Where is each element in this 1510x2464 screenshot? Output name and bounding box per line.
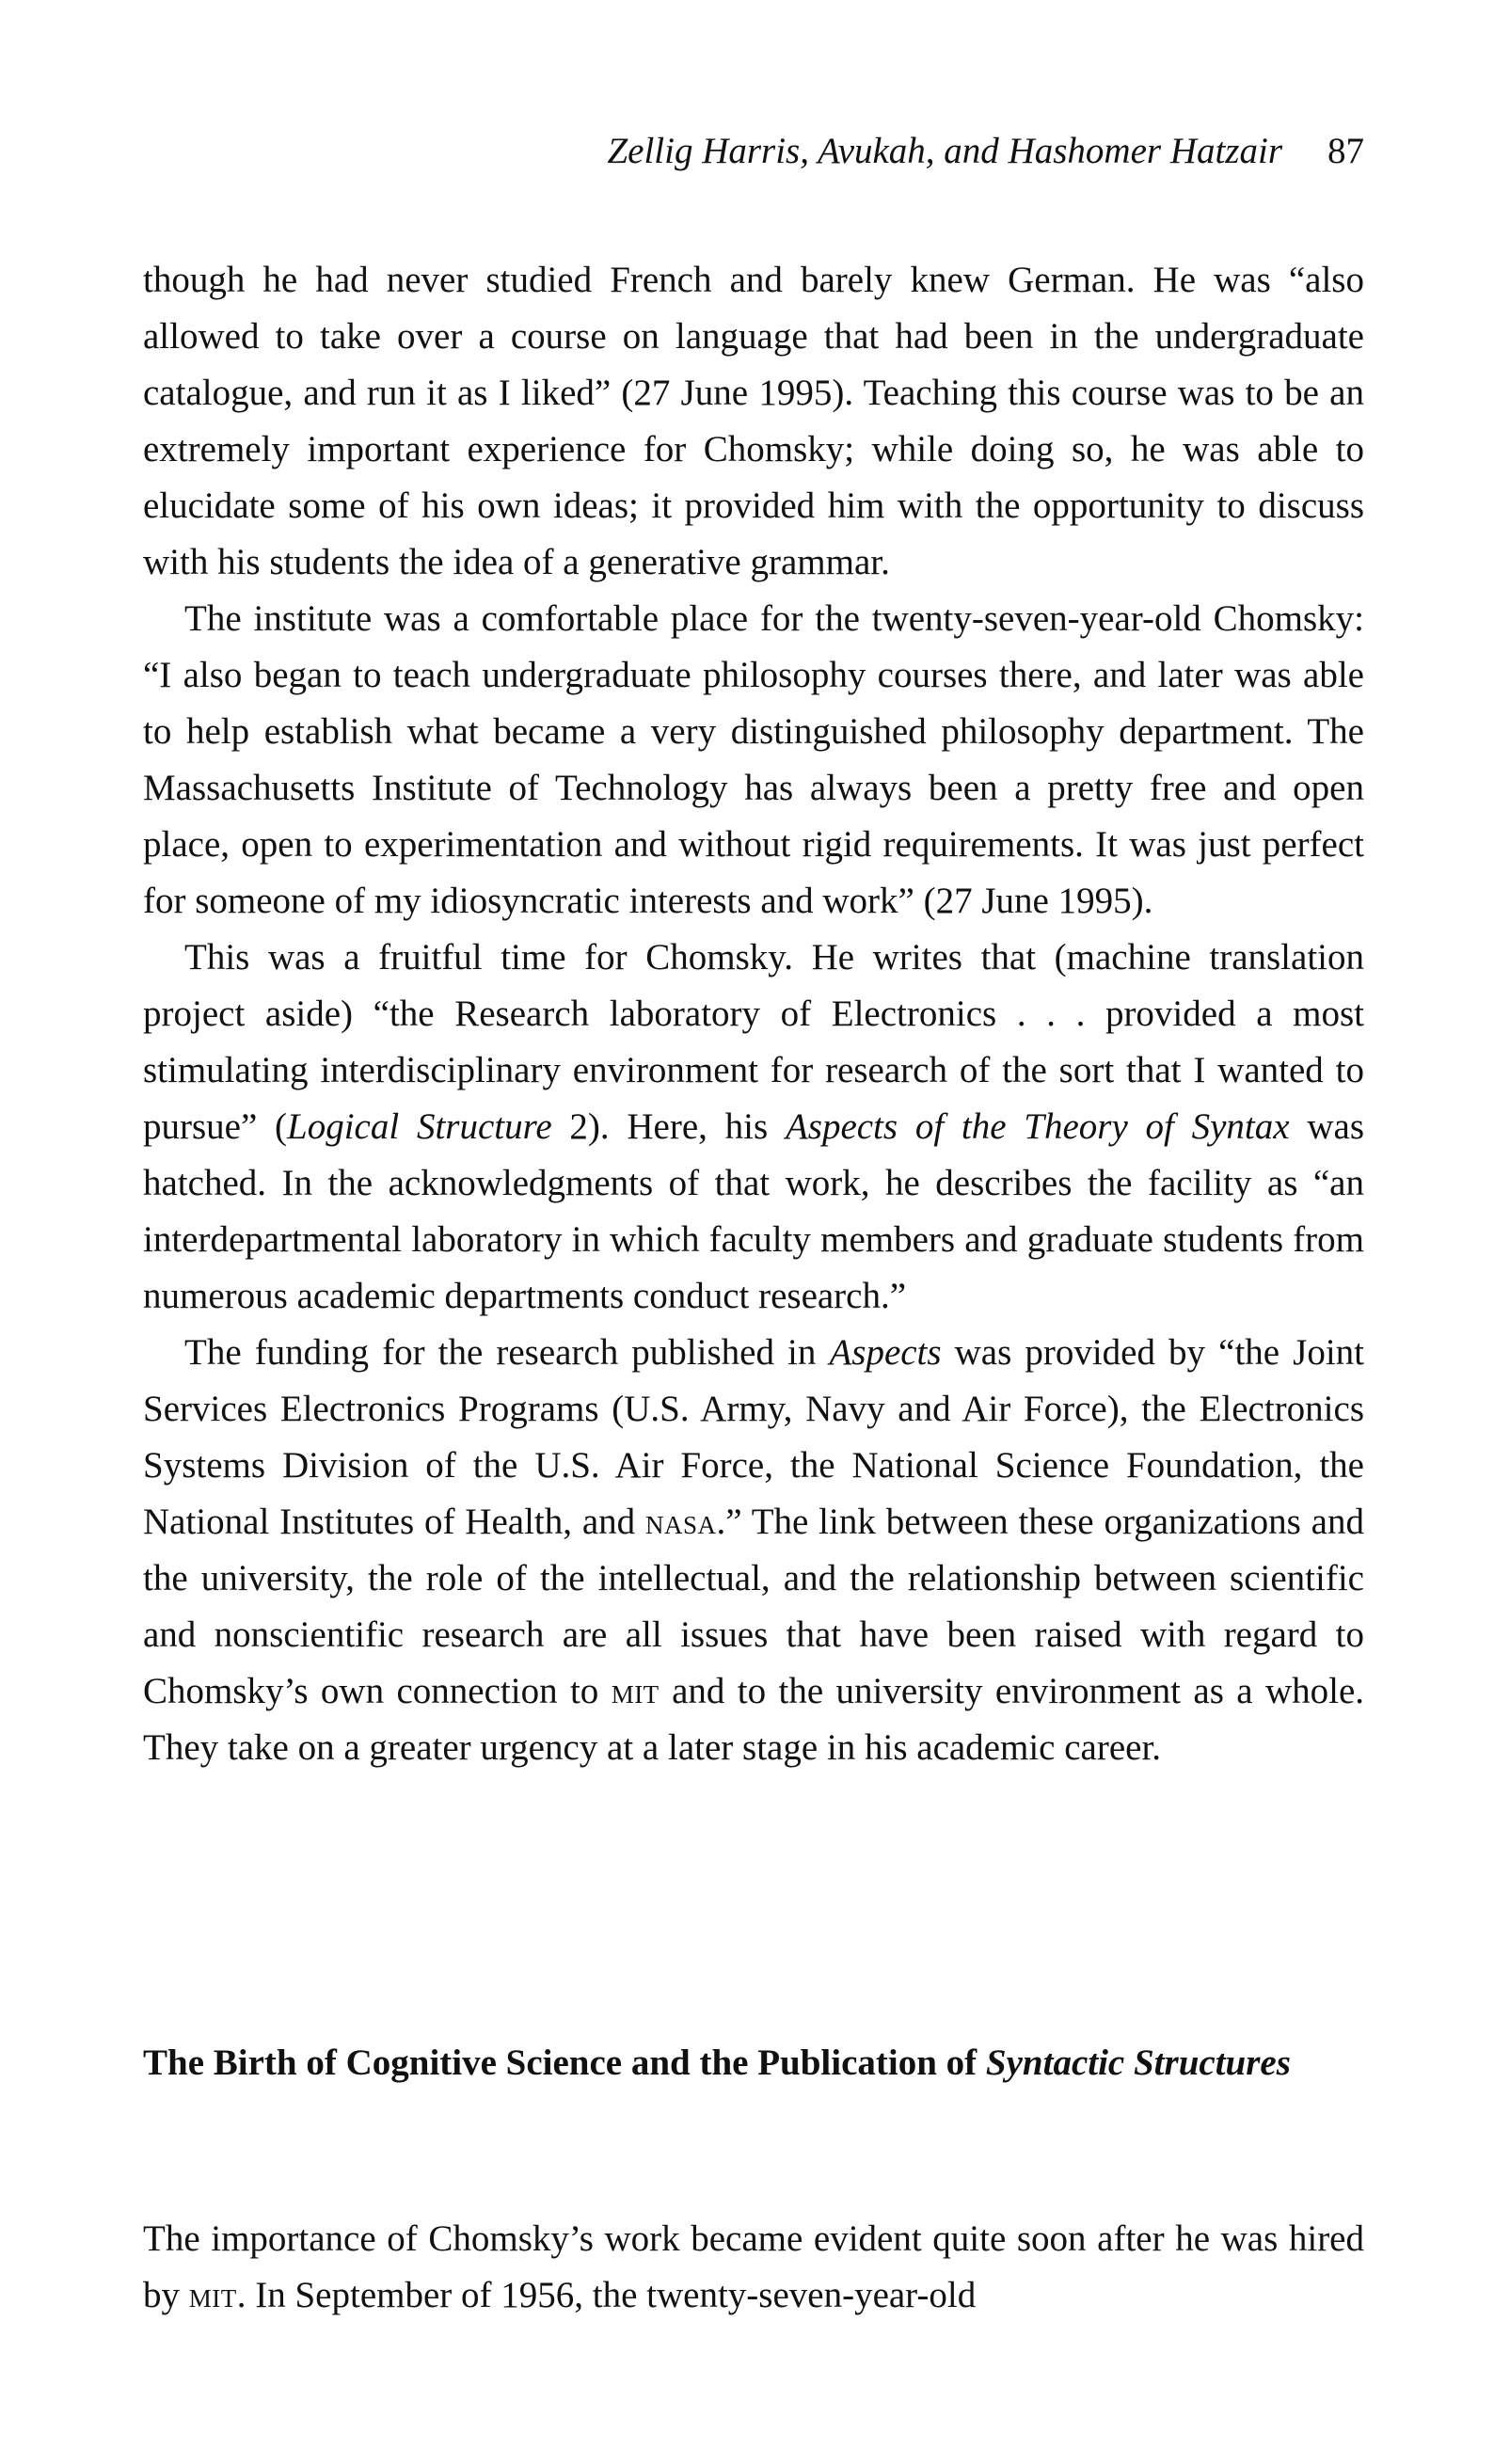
paragraph-4-text-a: The funding for the research published in xyxy=(184,1332,830,1373)
acronym-mit-2: mit xyxy=(188,2275,237,2315)
paragraph-2: The institute was a comfortable place for the twenty-seven-year-old Chomsky: “I also began to teach undergraduate philosophy courses there, and later was able to help establish what became a very distinguished philosophy department. The Massachusetts Institute of Technology has always been a pretty free and open place, open to experimentation and without rigid requirements. It was just perfect for someone of my idiosyncratic interests and work” (27 June 1995). xyxy=(143,598,1364,921)
running-head-title: Zellig Harris, Avukah, and Hashomer Hatzair xyxy=(607,131,1282,171)
section-heading xyxy=(143,2042,1364,2084)
paragraph-after-heading xyxy=(143,2211,1364,2324)
section-heading-text: The Birth of Cognitive Science and the Publication of xyxy=(143,2043,986,2083)
paragraph-5-text-c: . In September of 1956, the twenty-seven-year-old xyxy=(236,2275,977,2315)
running-head xyxy=(607,130,1364,172)
paragraph-4 xyxy=(143,1325,1364,1776)
paragraph-3 xyxy=(143,930,1364,1325)
page-number: 87 xyxy=(1327,131,1364,171)
section-heading-italic-title: Syntactic Structures xyxy=(985,2043,1291,2083)
paragraph-3-text-c: 2). Here, his xyxy=(551,1106,786,1147)
paragraph-3-text-e: was hatched. In the acknowledgments of that work, he describes the facility as “an interdepartmental laboratory in which faculty members and graduate students from numerous academic departments conduct research.” xyxy=(143,1106,1364,1316)
paragraph-5-text-a: The importance of Chomsky’s work became evident quite soon after he was hired by xyxy=(143,2218,1364,2315)
paragraph-4-text-c: was provided by “the Joint Services Electronics Programs (U.S. Army, Navy and Air Force), the Electronics Systems Division of the U.S. Air Force, the National Science Foundation, the National Institutes of Health, and xyxy=(143,1332,1364,1542)
acronym-mit: mit xyxy=(611,1671,660,1711)
book-title-aspects-short: Aspects xyxy=(829,1332,942,1373)
book-title-aspects: Aspects of the Theory of Syntax xyxy=(785,1106,1290,1147)
acronym-nasa: nasa xyxy=(645,1502,717,1542)
book-title-logical-structure: Logical Structure xyxy=(287,1106,552,1147)
paragraph-4-text-e: .” The link between these organizations and the university, the role of the intellectual, and the relationship between scientific and nonscientific research are all issues that have been raised with regard to Chomsky’s own connection to xyxy=(143,1502,1364,1711)
paragraph-1: though he had never studied French and barely knew German. He was “also allowed to take over a course on language that had been in the undergraduate catalogue, and run it as I liked” (27 June 1995). Teaching this course was to be an extremely important experience for Chomsky; while doing so, he was able to elucidate some of his own ideas; it provided him with the opportunity to discuss with his students the idea of a generative grammar. xyxy=(143,260,1364,582)
body-text xyxy=(143,252,1364,1776)
paragraph-3-text-a: This was a fruitful time for Chomsky. He writes that (machine translation project aside) “the Research laboratory of Electronics . . . provided a most stimulating interdisciplinary environment for research of the sort that I wanted to pursue” ( xyxy=(143,937,1364,1147)
paragraph-4-text-g: and to the university environment as a whole. They take on a greater urgency at a later stage in his academic career. xyxy=(143,1671,1365,1768)
